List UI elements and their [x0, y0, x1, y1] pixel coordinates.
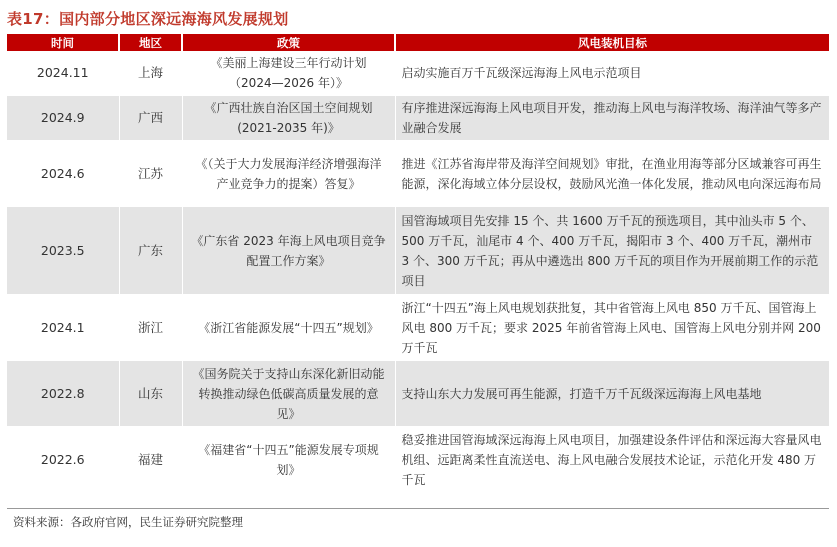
- cell-time: 2024.9: [7, 96, 119, 141]
- table-header-row: [7, 34, 829, 51]
- cell-time: 2022.8: [7, 361, 119, 427]
- cell-policy: 《福建省“十四五”能源发展专项规划》: [182, 427, 395, 493]
- cell-target: 支持山东大力发展可再生能源，打造千万千瓦级深远海海上风电基地: [395, 361, 829, 427]
- header-area: 地区: [119, 34, 182, 51]
- header-time: 时间: [7, 34, 119, 51]
- table-row: [7, 51, 829, 96]
- cell-time: 2024.1: [7, 295, 119, 361]
- cell-area: 山东: [119, 361, 182, 427]
- source-note: 资料来源：各政府官网，民生证券研究院整理: [13, 515, 243, 529]
- cell-policy: 《（关于大力发展海洋经济增强海洋产业竞争力的提案）答复》: [182, 141, 395, 207]
- cell-policy: 《美丽上海建设三年行动计划（2024—2026 年）》: [182, 51, 395, 96]
- cell-policy: 《广东省 2023 年海上风电项目竞争配置工作方案》: [182, 207, 395, 295]
- header-policy: 政策: [182, 34, 395, 51]
- header-target: 风电装机目标: [395, 34, 829, 51]
- table-row: [7, 207, 829, 295]
- cell-time: 2022.6: [7, 427, 119, 493]
- cell-policy: 《浙江省能源发展“十四五”规划》: [182, 295, 395, 361]
- cell-target: 国管海域项目先安排 15 个、共 1600 万千瓦的预选项目，其中汕头市 5 个、500 万千瓦，汕尾市 4 个、400 万千瓦，揭阳市 3 个、400 万千瓦，潮州市 3 个、300 万千瓦；再从中遴选出 800 万千瓦的项目作为开展前期工作的示范项目: [395, 207, 829, 295]
- cell-time: 2024.11: [7, 51, 119, 96]
- table-row: [7, 96, 829, 141]
- cell-time: 2024.6: [7, 141, 119, 207]
- table-row: [7, 295, 829, 361]
- cell-target: 启动实施百万千瓦级深远海海上风电示范项目: [395, 51, 829, 96]
- bottom-divider: [7, 508, 829, 509]
- table-title: 表17：国内部分地区深远海海风发展规划: [7, 10, 289, 28]
- cell-area: 浙江: [119, 295, 182, 361]
- cell-target: 稳妥推进国管海域深远海海上风电项目，加强建设条件评估和深远海大容量风电机组、远距离柔性直流送电、海上风电融合发展技术论证，示范化开发 480 万千瓦: [395, 427, 829, 493]
- cell-target: 推进《江苏省海岸带及海洋空间规划》审批，在渔业用海等部分区域兼容可再生能源，深化海域立体分层设权，鼓励风光渔一体化发展，推动风电向深远海布局: [395, 141, 829, 207]
- cell-policy: 《广西壮族自治区国土空间规划(2021-2035 年)》: [182, 96, 395, 141]
- cell-area: 江苏: [119, 141, 182, 207]
- cell-time: 2023.5: [7, 207, 119, 295]
- cell-area: 上海: [119, 51, 182, 96]
- policy-table: [7, 34, 829, 493]
- cell-policy: 《国务院关于支持山东深化新旧动能转换推动绿色低碳高质量发展的意见》: [182, 361, 395, 427]
- table-row: [7, 427, 829, 493]
- cell-area: 广西: [119, 96, 182, 141]
- cell-target: 浙江“十四五”海上风电规划获批复，其中省管海上风电 850 万千瓦、国管海上风电 800 万千瓦；要求 2025 年前省管海上风电、国管海上风电分别并网 200 万千瓦: [395, 295, 829, 361]
- cell-area: 广东: [119, 207, 182, 295]
- cell-area: 福建: [119, 427, 182, 493]
- cell-target: 有序推进深远海海上风电项目开发，推动海上风电与海洋牧场、海洋油气等多产业融合发展: [395, 96, 829, 141]
- table-row: [7, 361, 829, 427]
- table-row: [7, 141, 829, 207]
